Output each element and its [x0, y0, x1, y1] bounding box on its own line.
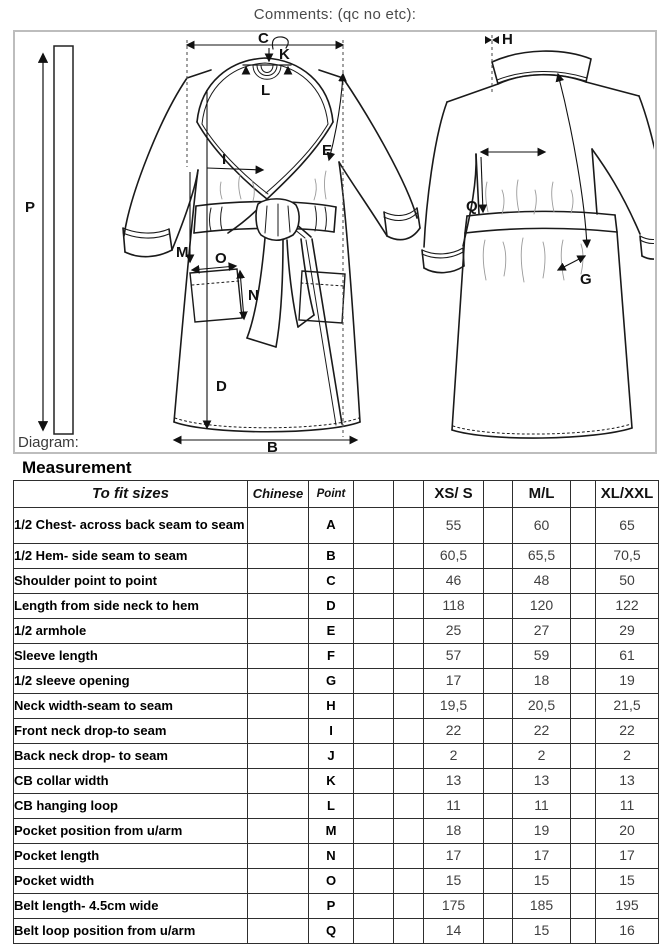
col-header-m-l: M/L: [513, 481, 571, 508]
diagram-label-i: I: [222, 151, 227, 168]
value-xl-xxl: 2: [596, 744, 659, 769]
spacer-cell: [394, 919, 424, 944]
spacer-cell: [571, 569, 596, 594]
measurement-title: Measurement: [22, 458, 132, 477]
measurement-table: [13, 480, 659, 944]
value-m-l: 11: [513, 794, 571, 819]
chinese-cell: [248, 644, 309, 669]
point-cell: M: [309, 819, 354, 844]
chinese-cell: [248, 544, 309, 569]
spacer-cell: [571, 894, 596, 919]
point-cell: K: [309, 769, 354, 794]
value-xs-s: 118: [424, 594, 484, 619]
value-m-l: 185: [513, 894, 571, 919]
spacer-cell: [484, 919, 513, 944]
row-label: Belt length- 4.5cm wide: [14, 894, 248, 919]
diagram-label-d: D: [216, 378, 227, 395]
spacer-cell: [571, 594, 596, 619]
spacer-cell: [394, 744, 424, 769]
value-m-l: 13: [513, 769, 571, 794]
spacer-cell: [354, 569, 394, 594]
diagram-label-b: B: [267, 439, 278, 452]
point-cell: A: [309, 508, 354, 544]
value-xl-xxl: 195: [596, 894, 659, 919]
diagram-label-g: G: [580, 271, 592, 288]
diagram-label-p: P: [25, 199, 36, 216]
value-xl-xxl: 19: [596, 669, 659, 694]
row-label: Pocket position from u/arm: [14, 819, 248, 844]
point-cell: B: [309, 544, 354, 569]
spacer-cell: [571, 744, 596, 769]
table-row: [14, 869, 659, 894]
value-xl-xxl: 50: [596, 569, 659, 594]
table-row: [14, 719, 659, 744]
spacer-cell: [394, 644, 424, 669]
value-m-l: 120: [513, 594, 571, 619]
spacer-cell: [571, 844, 596, 869]
value-xl-xxl: 61: [596, 644, 659, 669]
diagram-label-c: C: [258, 32, 269, 47]
value-xs-s: 175: [424, 894, 484, 919]
spacer-cell: [394, 794, 424, 819]
value-xs-s: 17: [424, 844, 484, 869]
diagram-label-q: Q: [466, 198, 478, 215]
table-row: [14, 794, 659, 819]
value-xl-xxl: 22: [596, 719, 659, 744]
point-cell: P: [309, 894, 354, 919]
row-label: Pocket length: [14, 844, 248, 869]
point-cell: N: [309, 844, 354, 869]
spacer-cell: [484, 694, 513, 719]
row-label: Length from side neck to hem: [14, 594, 248, 619]
diagram-section-label: Diagram:: [18, 434, 79, 451]
value-xl-xxl: 16: [596, 919, 659, 944]
spacer-cell: [484, 769, 513, 794]
back-view-drawing: [422, 51, 654, 438]
row-label: Neck width-seam to seam: [14, 694, 248, 719]
diagram-label-l: L: [261, 82, 271, 99]
col-header-xs-s: XS/ S: [424, 481, 484, 508]
spacer-cell: [354, 919, 394, 944]
row-label: CB collar width: [14, 769, 248, 794]
point-cell: I: [309, 719, 354, 744]
back-measure-marks: [481, 35, 587, 270]
value-m-l: 18: [513, 669, 571, 694]
diagram-box: [13, 30, 657, 454]
spacer-cell: [394, 544, 424, 569]
value-xl-xxl: 17: [596, 844, 659, 869]
table-row: [14, 544, 659, 569]
spacer-cell: [354, 819, 394, 844]
col-header-to-fit-sizes: To fit sizes: [14, 481, 248, 508]
value-xs-s: 22: [424, 719, 484, 744]
point-cell: Q: [309, 919, 354, 944]
value-xs-s: 11: [424, 794, 484, 819]
spacer-cell: [571, 644, 596, 669]
front-view-drawing: [123, 37, 420, 432]
value-m-l: 15: [513, 869, 571, 894]
table-row: [14, 919, 659, 944]
spacer-cell: [571, 919, 596, 944]
chinese-cell: [248, 719, 309, 744]
spacer-cell: [571, 619, 596, 644]
table-row: [14, 619, 659, 644]
spacer-cell: [484, 744, 513, 769]
value-xs-s: 57: [424, 644, 484, 669]
chinese-cell: [248, 594, 309, 619]
value-m-l: 22: [513, 719, 571, 744]
row-label: Pocket width: [14, 869, 248, 894]
chinese-cell: [248, 794, 309, 819]
spacer-cell: [354, 594, 394, 619]
value-m-l: 27: [513, 619, 571, 644]
header-spacer: [354, 481, 394, 508]
spacer-cell: [484, 794, 513, 819]
chinese-cell: [248, 769, 309, 794]
comments-label: Comments: (qc no etc):: [253, 6, 417, 23]
spacer-cell: [354, 719, 394, 744]
table-row: [14, 569, 659, 594]
chinese-cell: [248, 869, 309, 894]
row-label: Front neck drop-to seam: [14, 719, 248, 744]
measurement-rows: [14, 508, 659, 944]
spacer-cell: [354, 769, 394, 794]
point-cell: J: [309, 744, 354, 769]
row-label: Shoulder point to point: [14, 569, 248, 594]
spacer-cell: [571, 544, 596, 569]
value-xs-s: 55: [424, 508, 484, 544]
value-m-l: 19: [513, 819, 571, 844]
diagram-label-k: K: [279, 46, 290, 63]
table-row: [14, 894, 659, 919]
value-m-l: 17: [513, 844, 571, 869]
spacer-cell: [484, 569, 513, 594]
chinese-cell: [248, 844, 309, 869]
header-spacer: [484, 481, 513, 508]
spacer-cell: [484, 669, 513, 694]
table-row: [14, 594, 659, 619]
table-row: [14, 769, 659, 794]
spacer-cell: [354, 794, 394, 819]
spacer-cell: [571, 719, 596, 744]
spacer-cell: [484, 508, 513, 544]
diagram-label-m: M: [176, 244, 189, 261]
diagram-label-h: H: [502, 32, 513, 48]
chinese-cell: [248, 569, 309, 594]
spacer-cell: [571, 869, 596, 894]
value-xs-s: 14: [424, 919, 484, 944]
spacer-cell: [484, 894, 513, 919]
row-label: Back neck drop- to seam: [14, 744, 248, 769]
spacer-cell: [394, 869, 424, 894]
point-cell: F: [309, 644, 354, 669]
spacer-cell: [484, 544, 513, 569]
value-xs-s: 15: [424, 869, 484, 894]
chinese-cell: [248, 508, 309, 544]
spacer-cell: [354, 869, 394, 894]
spacer-cell: [394, 619, 424, 644]
spacer-cell: [484, 619, 513, 644]
spacer-cell: [571, 508, 596, 544]
spacer-cell: [394, 569, 424, 594]
value-xl-xxl: 13: [596, 769, 659, 794]
value-xs-s: 46: [424, 569, 484, 594]
spacer-cell: [354, 644, 394, 669]
spacer-cell: [394, 508, 424, 544]
spacer-cell: [354, 669, 394, 694]
value-xl-xxl: 11: [596, 794, 659, 819]
row-label: 1/2 Chest- across back seam to seam: [14, 508, 248, 544]
row-label: CB hanging loop: [14, 794, 248, 819]
value-m-l: 65,5: [513, 544, 571, 569]
header-spacer: [394, 481, 424, 508]
row-label: Belt loop position from u/arm: [14, 919, 248, 944]
spacer-cell: [354, 844, 394, 869]
spacer-cell: [354, 544, 394, 569]
point-cell: G: [309, 669, 354, 694]
value-xs-s: 17: [424, 669, 484, 694]
spacer-cell: [394, 694, 424, 719]
chinese-cell: [248, 744, 309, 769]
spacer-cell: [571, 694, 596, 719]
spacer-cell: [484, 644, 513, 669]
point-cell: O: [309, 869, 354, 894]
chinese-cell: [248, 894, 309, 919]
spacer-cell: [571, 669, 596, 694]
chinese-cell: [248, 669, 309, 694]
header-row: [14, 481, 659, 508]
table-row: [14, 669, 659, 694]
col-header-chinese: Chinese: [248, 481, 309, 508]
value-xs-s: 25: [424, 619, 484, 644]
chinese-cell: [248, 819, 309, 844]
spacer-cell: [394, 844, 424, 869]
diagram-label-n: N: [248, 287, 259, 304]
point-cell: C: [309, 569, 354, 594]
diagram-label-e: E: [322, 142, 333, 159]
spacer-cell: [484, 819, 513, 844]
value-xl-xxl: 15: [596, 869, 659, 894]
spacer-cell: [394, 769, 424, 794]
spacer-cell: [484, 869, 513, 894]
row-label: 1/2 Hem- side seam to seam: [14, 544, 248, 569]
robe-diagram-svg: [15, 32, 654, 452]
spacer-cell: [354, 619, 394, 644]
value-xs-s: 19,5: [424, 694, 484, 719]
value-m-l: 20,5: [513, 694, 571, 719]
spacer-cell: [571, 769, 596, 794]
row-label: 1/2 sleeve opening: [14, 669, 248, 694]
spacer-cell: [354, 694, 394, 719]
spacer-cell: [394, 594, 424, 619]
spacer-cell: [571, 794, 596, 819]
chinese-cell: [248, 919, 309, 944]
value-m-l: 59: [513, 644, 571, 669]
row-label: Sleeve length: [14, 644, 248, 669]
value-m-l: 15: [513, 919, 571, 944]
spacer-cell: [394, 669, 424, 694]
spacer-cell: [484, 844, 513, 869]
value-xs-s: 18: [424, 819, 484, 844]
value-m-l: 48: [513, 569, 571, 594]
spacer-cell: [354, 508, 394, 544]
col-header-point: Point: [309, 481, 354, 508]
diagram-label-o: O: [215, 250, 227, 267]
table-row: [14, 819, 659, 844]
value-xs-s: 2: [424, 744, 484, 769]
value-xl-xxl: 122: [596, 594, 659, 619]
spacer-cell: [571, 819, 596, 844]
table-row: [14, 744, 659, 769]
spacer-cell: [394, 719, 424, 744]
value-m-l: 60: [513, 508, 571, 544]
point-cell: D: [309, 594, 354, 619]
header-spacer: [571, 481, 596, 508]
value-xl-xxl: 29: [596, 619, 659, 644]
spacer-cell: [354, 894, 394, 919]
spacer-cell: [394, 894, 424, 919]
point-cell: E: [309, 619, 354, 644]
table-row: [14, 694, 659, 719]
table-row: [14, 644, 659, 669]
table-row: [14, 844, 659, 869]
point-cell: L: [309, 794, 354, 819]
belt-p-drawing: [43, 46, 73, 434]
value-xl-xxl: 20: [596, 819, 659, 844]
value-xl-xxl: 21,5: [596, 694, 659, 719]
chinese-cell: [248, 619, 309, 644]
row-label: 1/2 armhole: [14, 619, 248, 644]
value-xs-s: 60,5: [424, 544, 484, 569]
spacer-cell: [354, 744, 394, 769]
spacer-cell: [394, 819, 424, 844]
value-xl-xxl: 65: [596, 508, 659, 544]
spacer-cell: [484, 719, 513, 744]
table-row: [14, 508, 659, 544]
col-header-xl-xxl: XL/XXL: [596, 481, 659, 508]
value-xl-xxl: 70,5: [596, 544, 659, 569]
chinese-cell: [248, 694, 309, 719]
value-xs-s: 13: [424, 769, 484, 794]
value-m-l: 2: [513, 744, 571, 769]
point-cell: H: [309, 694, 354, 719]
spacer-cell: [484, 594, 513, 619]
